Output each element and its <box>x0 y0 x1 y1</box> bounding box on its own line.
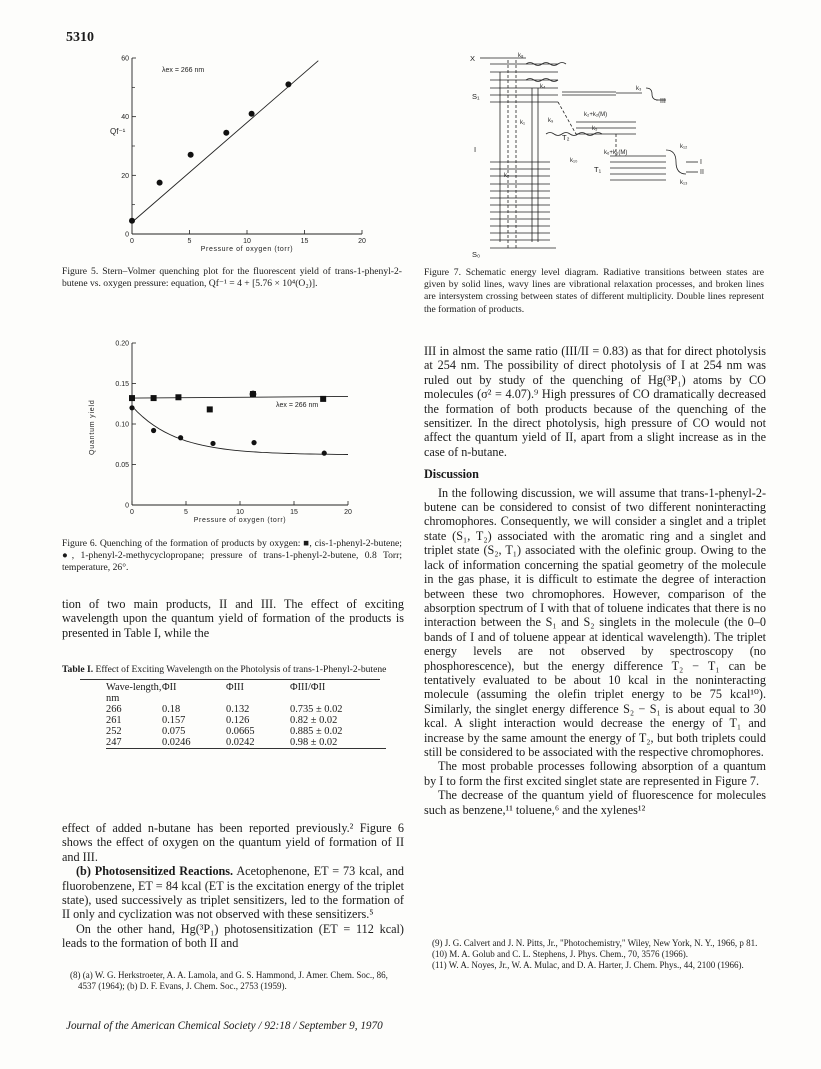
data-point-square <box>175 394 181 400</box>
figure5-caption-label: Figure 5. <box>62 266 99 277</box>
data-point-square <box>207 406 213 412</box>
table-cell: 0.157 <box>162 715 186 726</box>
x-tick-label: 10 <box>243 238 251 245</box>
table-cell: 0.075 <box>162 726 186 737</box>
paragraph: On the other hand, Hg(³P₁) photosensitization (ET = 112 kcal) leads to the formation of both II and <box>62 921 404 951</box>
figure7-caption-text: Schematic energy level diagram. Radiative transitions between states are given by solid lines, wavy lines are vibrational relaxation processes, and broken lines are intersystem crossing between states of different multiplicity. Double lines represent the formation of products. <box>424 267 764 315</box>
data-point <box>249 111 255 117</box>
data-point-circle <box>251 440 256 445</box>
table-row <box>106 737 386 749</box>
x-tick-label: 20 <box>358 238 366 245</box>
data-point <box>285 81 291 87</box>
diagram-label-x: X <box>470 54 476 63</box>
table-cell: 0.885 ± 0.02 <box>290 726 343 737</box>
table-cell: 0.18 <box>162 704 181 715</box>
footnote: (8) (a) W. G. Herkstroeter, A. A. Lamola, and G. S. Hammond, J. Amer. Chem. Soc., 86, 4537 (1964); (b) D. F. Evans, J. Chem. Soc., 2753 (1959). <box>70 970 388 992</box>
table-cell: 247 <box>106 737 122 748</box>
y-tick-label: 0 <box>125 502 129 510</box>
x-tick-label: 0 <box>130 238 134 245</box>
x-tick-label: 5 <box>184 509 188 516</box>
data-point-circle <box>210 441 215 446</box>
x-tick-label: 5 <box>187 238 192 245</box>
data-point <box>223 130 229 136</box>
table-cell: 0.132 <box>226 704 250 715</box>
trend-line-circles <box>132 406 348 454</box>
page-number: 5310 <box>66 30 94 45</box>
data-point-circle <box>151 428 156 433</box>
figure7-caption <box>424 267 764 316</box>
table-cell: 0.0665 <box>226 726 255 737</box>
diagram-label-s0: S₀ <box>472 250 481 259</box>
diagram-label-k7: k₇ <box>504 173 510 179</box>
diagram-label-t2: T₂ <box>562 133 570 142</box>
table-cell: 0.98 ± 0.02 <box>290 737 338 748</box>
data-point <box>129 218 135 224</box>
table-row <box>106 715 386 726</box>
paragraph: The most probable processes following absorption of a quantum by I to form the first excited singlet state are represented in Figure 7. <box>424 759 766 788</box>
y-axis-label: Qf⁻¹ <box>110 127 126 136</box>
paragraph: tion of two main products, II and III. The effect of exciting wavelength upon the quantum yield of formation of the products is presented in Table I, while the <box>62 597 404 640</box>
footnotes-left <box>70 970 404 992</box>
x-axis-label: Pressure of oxygen (torr) <box>193 517 287 524</box>
diagram-label-k3: k₃ <box>636 86 642 92</box>
table-title-label: Table I. <box>62 664 94 675</box>
paragraph-text: Acetophenone, ET = 73 kcal, and fluorobenzene, ET = 84 kcal (ET is the excitation energy of the triplet state), used successively as triplet sensitizers, led to the formation of II only and cyclization was not observed with these sensitizers.⁵ <box>62 864 405 922</box>
diagram-label-t1: T₁ <box>594 165 602 174</box>
y-tick-label: 0.20 <box>115 340 129 348</box>
y-tick-label: 0.15 <box>115 381 129 388</box>
table-header-cell: ΦII <box>162 682 177 693</box>
y-tick-label: 0 <box>125 231 129 239</box>
diagram-label-k13: k₁₃ <box>680 180 688 186</box>
diagram-label-k6k6m: k₆+k₆(M) <box>604 150 628 156</box>
footnotes-right <box>432 938 766 972</box>
table-cell: 261 <box>106 715 122 726</box>
figure7-caption-label: Figure 7. <box>424 267 462 278</box>
data-point-circle <box>250 391 257 398</box>
paragraph: effect of added n-butane has been reported previously.² Figure 6 shows the effect of oxygen on the quantum yield of formation of II and III. <box>62 821 404 864</box>
right-column <box>424 344 766 817</box>
y-tick-label: 60 <box>121 55 129 63</box>
data-point <box>157 180 163 186</box>
data-point-circle <box>322 451 327 456</box>
footnote: (9) J. G. Calvert and J. N. Pitts, Jr., "Photochemistry," Wiley, New York, N. Y., 1966, p 81. <box>432 938 758 948</box>
figure5-caption <box>62 266 402 290</box>
figure6-caption-text: Quenching of the formation of products by oxygen: ■, cis-1-phenyl-2-butene; ●, 1-phenyl-2-methycyclopropane; pressure of trans-1-phenyl-2-butene, 0.8 Torr; temperature, 26°. <box>62 538 402 574</box>
table-cell: 0.126 <box>226 715 250 726</box>
diagram-label-k1: k₁ <box>520 120 526 126</box>
table-cell: 0.735 ± 0.02 <box>290 704 343 715</box>
diagram-label-ia: I <box>474 145 477 154</box>
data-point-square <box>151 395 157 401</box>
footnote: (10) M. A. Golub and C. L. Stephens, J. Phys. Chem., 70, 3576 (1966). <box>432 949 688 960</box>
annotation: λex = 266 nm <box>276 402 319 409</box>
left-column-bottom <box>62 821 404 951</box>
data-point-circle <box>129 405 134 410</box>
x-tick-label: 15 <box>290 509 298 516</box>
diagram-label-k8: k₈ <box>518 53 524 59</box>
paragraph <box>62 864 404 922</box>
table-cell: 252 <box>106 726 122 737</box>
y-axis-label: Quantum yield <box>89 399 96 455</box>
y-tick-label: 20 <box>121 172 129 180</box>
x-tick-label: 10 <box>236 509 244 516</box>
data-point-square <box>320 396 326 402</box>
figure6-chart <box>80 335 380 535</box>
diagram-label-s1: S₁ <box>472 92 480 101</box>
data-table <box>106 682 386 751</box>
paragraph: In the following discussion, we will assume that trans-1-phenyl-2-butene can be considered to consist of two different noninteracting chromophores. Consequently, we will consider a singlet and a triplet state (S₁, T₂) associated with the aromatic ring and a singlet and triplet state (S₂, T₁) associated with the olefinic group. Owing to the lack of information concerning the spatial geometry of the molecule in the gas phase, it is difficult to estimate the degree of interaction between these two chromophores. However, comparison of the absorption spectrum of I with that of toluene indicates that there is no interaction between the S₁ and S₂ singlets in the molecule (the 0–0 bands of I and of toluene appear at identical wavelength). The triplet energy levels are not observed by spectroscopy (no phosphorescence), but the energy difference T₂ − T₁ can be tentatively evaluated to be about 10 kcal in the noninteracting molecule (assuming the olefin triplet energy to be 75 kcal¹⁰). Similarly, the singlet energy difference S₂ − S₁ is about equal to 30 kcal. A slight interaction would decrease the energy of T₁ and increase by the same amount the energy of T₂, but both triplets could still be considered to be associated with the respective chromophores. <box>424 485 766 759</box>
y-tick-label: 40 <box>121 114 129 122</box>
figure5-chart <box>100 50 390 262</box>
footnote: (11) W. A. Noyes, Jr., W. A. Mulac, and D. A. Harter, J. Chem. Phys., 44, 2100 (1966). <box>432 960 744 971</box>
table-cell: 266 <box>106 704 122 715</box>
diagram-label-iii: III <box>660 98 666 105</box>
diagram-label-i: I <box>700 159 702 166</box>
diagram-label-k5: k₅ <box>592 126 598 132</box>
table-title <box>62 664 404 676</box>
figure5-caption-text: Stern–Volmer quenching plot for the fluorescent yield of trans-1-phenyl-2-butene vs. oxygen pressure: equation, Qf⁻¹ = 4 + [5.76 × 10⁴(O₂)]. <box>62 266 402 290</box>
diagram-label-k2k2m: k₂+k₂(M) <box>584 112 608 118</box>
data-point-circle <box>178 435 183 440</box>
figure6-caption <box>62 538 402 575</box>
x-tick-label: 0 <box>130 509 134 516</box>
subheading: (b) Photosensitized Reactions. <box>76 864 234 879</box>
x-axis-label: Pressure of oxygen (torr) <box>200 246 294 253</box>
left-column-para1 <box>62 597 404 640</box>
trend-line-squares <box>132 396 348 398</box>
table-header-cell: ΦIII/ΦII <box>290 682 326 693</box>
table-header-row <box>106 682 386 704</box>
table-header-cell: ΦIII <box>226 682 244 693</box>
x-tick-label: 20 <box>344 509 352 516</box>
diagram-label-k4: k₄ <box>540 84 546 90</box>
table-title-text: Effect of Exciting Wavelength on the Photolysis of trans-1-Phenyl-2-butene <box>95 664 387 675</box>
discussion-heading: Discussion <box>424 467 479 482</box>
diagram-label-k12: k₁₂ <box>680 144 688 150</box>
y-tick-label: 0.10 <box>115 421 129 429</box>
paragraph: The decrease of the quantum yield of fluorescence for molecules such as benzene,¹¹ toluene,⁶ and the xylenes¹² <box>424 788 766 817</box>
diagram-label-k9: k₉ <box>548 118 554 124</box>
table-row <box>106 704 386 715</box>
table-cell: 0.0242 <box>226 737 255 748</box>
x-tick-label: 15 <box>300 238 309 245</box>
table-header-cell: Wave-length, nm <box>106 682 162 704</box>
figure7-diagram <box>466 52 746 262</box>
paragraph: III in almost the same ratio (III/II = 0.83) as that for direct photolysis at 254 nm. The possibility of direct photolysis of I at 254 nm was ruled out by study of the quenching of Hg(³P₁) atoms by CO molecules (σ² = 4.07).⁹ High pressures of CO dramatically decreased the formation of both products because of the quenching of the sensitizer. In the direct photolysis, high pressure of CO would not affect the quantum yield of II, apart from a slight increase as in the case of n-butane. <box>424 344 766 459</box>
y-tick-label: 0.05 <box>115 462 129 469</box>
journal-footer: Journal of the American Chemical Society / 92:18 / September 9, 1970 <box>66 1020 383 1032</box>
diagram-label-ii: II <box>700 169 704 176</box>
annotation: λex = 266 nm <box>162 67 205 74</box>
table-row <box>106 726 386 737</box>
data-point <box>188 152 194 158</box>
diagram-label-k10: k₁₀ <box>570 158 578 164</box>
table-cell: 0.0246 <box>162 737 191 748</box>
figure6-caption-label: Figure 6. <box>62 538 98 549</box>
table-1 <box>62 664 404 751</box>
table-cell: 0.82 ± 0.02 <box>290 715 338 726</box>
data-point-square <box>129 395 135 401</box>
